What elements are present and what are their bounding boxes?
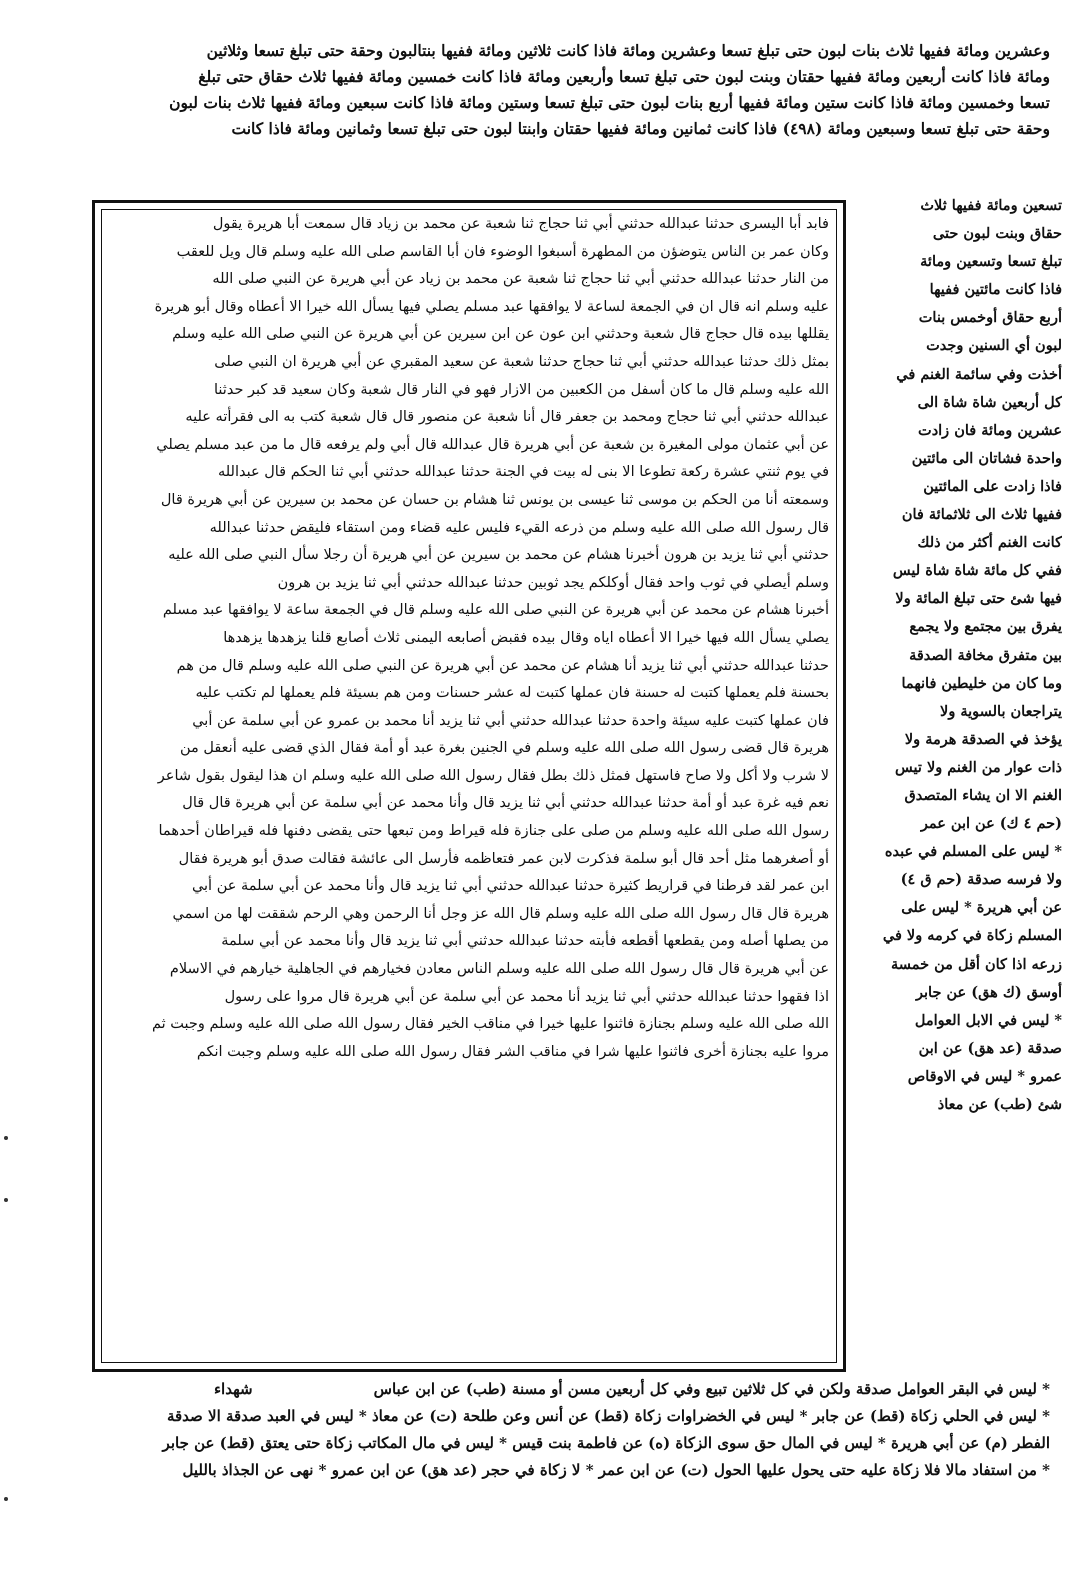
margin-line: يتراجعان بالسوية ولا [940, 702, 1062, 720]
frame-line: في يوم ثنتي عشرة ركعة تطوعا الا بنى له بيت في الجنة حدثنا عبدالله حدثني أبي ثنا الحكم قال عبدالله [217, 464, 829, 481]
frame-line: بمثل ذلك حدثنا عبدالله حدثني أبي ثنا حجاج حدثنا شعبة عن سعيد المقبري عن أبي هريرة ان النبي صلى [214, 353, 829, 370]
margin-line: تبلغ تسعا وتسعين ومائة [920, 253, 1062, 271]
hadith-frame [92, 200, 846, 1372]
frame-line: اذا فقهوا حدثنا عبدالله حدثني أبي ثنا يزيد أنا محمد عن أبي سلمة عن أبي هريرة قال مروا على رسول [224, 988, 829, 1005]
margin-line: المسلم زكاة في كرمه ولا في [882, 927, 1062, 945]
frame-line: فابد أبا اليسرى حدثنا عبدالله حدثني أبي ثنا حجاج ثنا شعبة عن محمد بن زياد قال سمعت أبا هريرة يقول [212, 216, 829, 232]
margin-line: * ليس على المسلم في عبده [884, 843, 1062, 861]
margin-line: فاذا كانت مائتين ففيها [929, 281, 1062, 299]
margin-line: الغنم الا ان يشاء المتصدق [904, 786, 1062, 804]
margin-line: كانت الغنم أكثر من ذلك [917, 534, 1062, 552]
frame-line: هريرة قال قضى رسول الله صلى الله عليه وسلم في الجنين بغرة عبد أو أمة فقال الذي قضى عليه أنعقل من [179, 740, 829, 757]
top-line: وحقة حتى تبلغ تسعا وسبعين ومائة (٤٩٨) فاذا كانت ثمانين ومائة ففيها حقتان وابنتا لبون حتى تبلغ تسعا وثمانين ومائة فاذا كانت [231, 119, 1050, 138]
margin-line: حقاق وبنت لبون حتى [932, 225, 1062, 243]
bottom-text-block [60, 1376, 1050, 1576]
margin-line: ذات عوار من الغنم ولا تيس [895, 758, 1062, 776]
bottom-line: الفطر (م) عن أبي هريرة * ليس في المال حق سوى الزكاة (ه) عن فاطمة بنت قيس * ليس في مال المكاتب زكاة حتى يعتق (قط) عن جابر [162, 1434, 1050, 1452]
catchword: شهداء [214, 1380, 253, 1398]
frame-line: من يصلها أصله ومن يقطعها أقطعه فأبته حدثنا عبدالله حدثني أبي ثنا يزيد قال وأنا محمد عن أبي سلمة [221, 933, 829, 950]
frame-line: لا شرب ولا أكل ولا صاح فاستهل فمثل ذلك بطل فقال رسول الله صلى الله عليه وسلم ان هذا ليقول بقول شاعر [157, 767, 829, 784]
frame-line: عن أبي هريرة قال قال رسول الله صلى الله عليه وسلم الناس معادن فخيارهم في الجاهلية خيارهم في الاسلام [169, 961, 829, 978]
margin-line: وما كان من خليطين فانهما [901, 674, 1062, 692]
frame-line: حدثني أبي ثنا يزيد بن هرون أخبرنا هشام عن محمد بن سيرين عن أبي هريرة أن رجلا سأل النبي صلى الله عليه [168, 547, 829, 564]
scan-speck [4, 1198, 8, 1202]
margin-line: أخذت وفي سائمة الغنم في [896, 365, 1062, 383]
frame-line: رسول الله صلى الله عليه وسلم من صلى على جنازة فله قيراط ومن تبعها حتى يقضى دفنها فله قيراطان أحدهما [158, 823, 829, 840]
frame-line: حدثنا عبدالله حدثني أبي ثنا يزيد أنا هشام عن محمد عن أبي هريرة عن النبي صلى الله عليه وسلم قال من هم [176, 657, 829, 674]
margin-line: عمرو * ليس في الاوقاص [907, 1067, 1062, 1085]
margin-line: فاذا زادت على المائتين [923, 477, 1062, 495]
margin-line: كل أربعين شاة شاة الى [917, 393, 1062, 411]
top-line: ومائة فاذا كانت أربعين ومائة ففيها حقتان وبنت لبون حتى تبلغ تسعا وأربعين ومائة فاذا كانت خمسين ومائة ففيها ثلاث حقاق حتى تبلغ [198, 67, 1050, 86]
frame-line: يصلي يسأل الله فيها خيرا الا أعطاه اياه وقال بيده فقبض أصابعه اليمنى ثلاث أصابع قلنا يزهدها يزهدها [223, 629, 829, 646]
frame-line: مروا عليه بجنازة أخرى فاثنوا عليها شرا في مناقب الشر فقال رسول الله صلى الله عليه وسلم وجبت انكم [196, 1043, 829, 1060]
margin-line: ولا فرسه صدقة (حم ق ٤) [900, 871, 1062, 889]
margin-line: تسعين ومائة ففيها ثلاث [920, 197, 1062, 214]
margin-line: شئ (طب) عن معاذ [937, 1096, 1062, 1113]
margin-line: * ليس في الابل العوامل [914, 1011, 1062, 1029]
frame-line: نعم فيه غرة عبد أو أمة حدثنا عبدالله حدثني أبي ثنا يزيد قال وأنا محمد عن أبي سلمة عن أبي هريرة قال قال [182, 795, 829, 812]
margin-line: (حم ٤ ك) عن ابن عمر [920, 815, 1062, 833]
margin-line: صدقة (عد هق) عن ابن [918, 1039, 1062, 1057]
bottom-line: * ليس في البقر العوامل صدقة ولكن في كل ثلاثين تبيع وفي كل أربعين مسن أو مسنة (طب) عن ابن عباس [373, 1380, 1050, 1398]
top-text-block [100, 38, 1050, 188]
frame-line: وسمعته أنا من الحكم بن موسى ثنا عيسى بن يونس ثنا هشام بن حسان عن محمد بن سيرين عن أبي هريرة قال [160, 491, 829, 508]
frame-line: فان عملها كتبت عليه سيئة واحدة حدثنا عبدالله حدثني أبي ثنا يزيد أنا محمد بن عمرو عن أبي سلمة عن أبي [192, 712, 829, 729]
scan-speck [4, 1497, 8, 1501]
margin-line: ففي كل مائة شاة شاة ليس [892, 562, 1062, 580]
frame-line: بحسنة فلم يعملها كتبت له حسنة فان عملها كتبت له عشر حسنات ومن هم بسيئة فلم يعملها لم تكتب عليه [195, 685, 829, 702]
frame-line: عبدالله حدثني أبي ثنا حجاج ومحمد بن جعفر قال أنا شعبة عن منصور قال قال شعبة كتب به الى فقرأته عليه [185, 409, 829, 426]
frame-line: الله صلى الله عليه وسلم بجنازة فاثنوا عليها خيرا في مناقب الخير فقال رسول الله صلى الله عليه وسلم وجبت ثم [151, 1016, 829, 1033]
margin-line: لبون أي السنين وجدت [926, 337, 1062, 355]
frame-line: أو أصغرهما مثل أحد قال أبو سلمة فذكرت لابن عمر فتعاظمه فأرسل الى عائشة فقالت صدق أبو هريرة فقال [178, 850, 829, 867]
frame-line: قال رسول الله صلى الله عليه وسلم من ذرعه القيء فليس عليه قضاء ومن استقاء فليقض حدثنا عبدالله [209, 519, 829, 536]
frame-line: عن أبي عثمان مولى المغيرة بن شعبة عن أبي هريرة قال عبدالله قال أبي ولم يرفعه قال ما من عبد مسلم يصلي [156, 436, 829, 453]
top-line: تسعا وخمسين ومائة فاذا كانت ستين ومائة ففيها أربع بنات لبون حتى تبلغ تسعا وستين ومائة فاذا كانت سبعين ومائة ففيها ثلاث بنات لبون [169, 93, 1050, 112]
scan-speck [4, 1136, 8, 1140]
margin-line: عن أبي هريرة * ليس على [901, 899, 1062, 917]
margin-line: فيها شئ حتى تبلغ المائة ولا [895, 590, 1062, 608]
frame-line: هريرة قال قال رسول الله صلى الله عليه وسلم قال الله عز وجل أنا الرحمن وهي الرحم شققت لها من اسمي [172, 905, 829, 922]
hadith-text-block [109, 211, 829, 1361]
frame-line: أخبرنا هشام عن محمد عن أبي هريرة عن النبي صلى الله عليه وسلم قال في الجمعة ساعة لا يوافقها عبد مسلم [162, 602, 829, 619]
margin-line: أوسق (ك هق) عن جابر [916, 983, 1062, 1001]
margin-commentary [852, 192, 1062, 1378]
bottom-line: * ليس في الحلي زكاة (قط) عن جابر * ليس في الخضراوات زكاة (قط) عن أنس وعن طلحة (ت) عن معاذ * ليس في العبد صدقة الا صدقة [166, 1407, 1050, 1425]
frame-line: من النار حدثنا عبدالله حدثني أبي ثنا حجاج ثنا شعبة عن محمد بن زياد عن أبي هريرة عن النبي صلى الله [212, 271, 829, 288]
margin-line: بين متفرق مخافة الصدقة [909, 646, 1062, 664]
margin-line: ففيها ثلاث الى ثلاثمائة فان [901, 506, 1062, 524]
frame-line: يقللها بيده قال حجاج قال شعبة وحدثني ابن عون عن ابن سيرين عن أبي هريرة عن النبي صلى الله عليه وسلم [172, 326, 829, 343]
frame-line: وسلم أيصلي في ثوب واحد فقال أوكلكم يجد ثوبين حدثنا عبدالله حدثني أبي ثنا يزيد بن هرون [277, 574, 829, 591]
frame-line: عليه وسلم انه قال ان في الجمعة لساعة لا يوافقها عبد مسلم يصلي فيها يسأل الله خيرا الا أعطاه وقال أبو هريرة [154, 298, 829, 315]
margin-line: أربع حقاق أوخمس بنات [918, 309, 1062, 327]
top-line: وعشرين ومائة ففيها ثلاث بنات لبون حتى تبلغ تسعا وعشرين ومائة فاذا كانت ثلاثين ومائة ففيها بنتالبون وحقة حتى تبلغ تسعا وثلاثين [206, 41, 1050, 60]
margin-line: عشرين ومائة فان زادت [918, 421, 1062, 439]
margin-line: زرعه اذا كان أقل من خمسة [891, 955, 1062, 973]
margin-line: يفرق بين مجتمع ولا يجمع [909, 618, 1062, 636]
margin-line: يؤخذ في الصدقة هرمة ولا [904, 730, 1062, 748]
margin-line: واحدة فشاتان الى مائتين [911, 449, 1062, 467]
bottom-line: * من استفاد مالا فلا زكاة عليه حتى يحول عليها الحول (ت) عن ابن عمر * لا زكاة في حجر (عد هق) عن ابن عمرو * نهى عن الجذاذ بالليل [182, 1461, 1050, 1479]
frame-line: وكان عمر بن الناس يتوضؤن من المطهرة أسبغوا الوضوء فان أبا القاسم صلى الله عليه وسلم قال ويل للعقب [176, 243, 829, 260]
frame-line: الله عليه وسلم قال ما كان أسفل من الكعبين من الازار فهو في النار قال شعبة وكان سعيد قد كبر حدثنا [214, 381, 829, 398]
frame-line: ابن عمر لقد فرطنا في قراريط كثيرة حدثنا عبدالله حدثني أبي ثنا يزيد قال وأنا محمد عن أبي سلمة عن أبي [191, 878, 829, 895]
